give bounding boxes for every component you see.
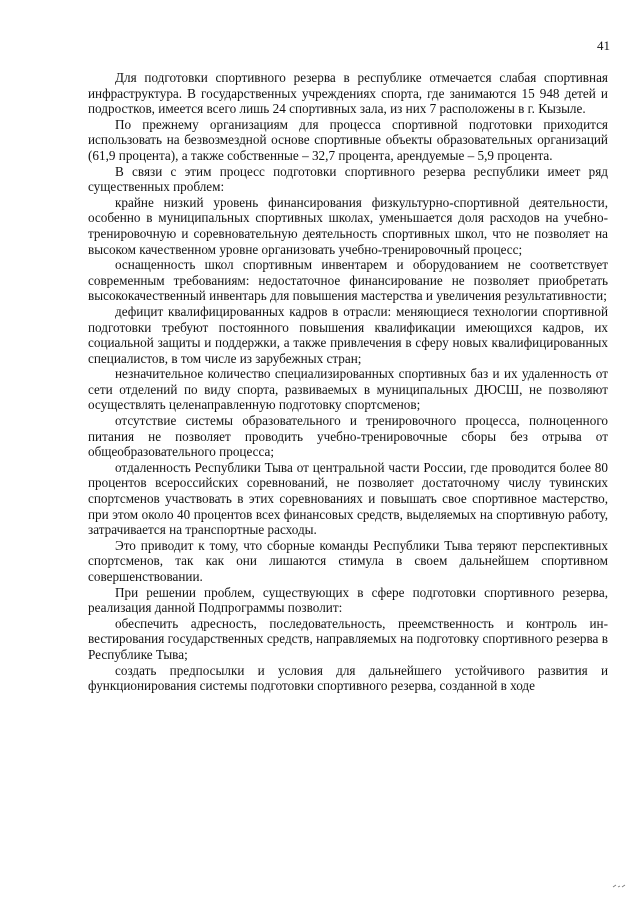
- list-item: оснащенность школ спортивным инвентарем и оборудованием не соответствует современным требованиям: недостаточное финансирование не позволяет приобретать высококачественный инвентарь для повышения мастерства и увеличения результативности;: [88, 257, 608, 304]
- list-item: отдаленность Республики Тыва от центральной части России, где проводится более 80 процентов всероссийских соревнований, не позволяет достаточному числу тувинских спортсменов участвовать в этих соревнованиях и повышать свое спортивное мастерство, при этом около 40 процентов всех финансовых средств, выделяемых на спортивную работу, затрачивается на транспортные расходы.: [88, 459, 608, 538]
- paragraph: Это приводит к тому, что сборные команды Республики Тыва теряют перспективных спортсменов, так как они лишаются стимула в своем дальнейшем спортивном совершенствовании.: [88, 537, 608, 584]
- paragraph: Для подготовки спортивного резерва в республике отмечается слабая спортивная инфраструктура. В государственных учреждениях спорта, где занимаются 15 948 детей и подростков, имеется всего лишь 24 спортивных зала, из них 7 расположены в г. Кызыле.: [88, 70, 608, 117]
- page-number: 41: [597, 38, 610, 53]
- paragraph: При решении проблем, существующих в сфере подготовки спортивного резерва, реализация данной Подпрограммы позволит:: [88, 584, 608, 616]
- list-item: крайне низкий уровень финансирования физкультурно-спортивной деятельности, особенно в муниципальных спортивных школах, уменьшается доля расходов на учебно-тренировочную и соревновательную деятельность спортивных школ, что не позволяет на высоком качественном уровне организовать учебно-тренировочный процесс;: [88, 194, 608, 257]
- list-item: создать предпосылки и условия для дальнейшего устойчивого развития и функционирования системы подготовки спортивного резерва, созданной в ходе: [88, 662, 608, 694]
- list-item: обеспечить адресность, последовательность, преемственность и контроль инвестирования государственных средств, направляемых на подготовку спортивного резерва в Республике Тыва;: [88, 615, 608, 662]
- paragraph: По прежнему организациям для процесса спортивной подготовки приходится использовать на безвозмездной основе спортивные объекты образовательных организаций (61,9 процента), а также собственные – 32,7 процента, арендуемые – 5,9 процента.: [88, 116, 608, 163]
- scan-mark-icon: [612, 883, 626, 889]
- list-item: дефицит квалифицированных кадров в отрасли: меняющиеся технологии спортивной подготовки требуют постоянного повышения квалификации имеющихся кадров, их социальной защиты и поддержки, а также привлечения в сферу новых квалифицированных специалистов, в том числе из зарубежных стран;: [88, 303, 608, 366]
- paragraph: В связи с этим процесс подготовки спортивного резерва республики имеет ряд существенных проблем:: [88, 163, 608, 195]
- list-item: отсутствие системы образовательного и тренировочного процесса, полноценного питания не позволяет проводить учебно-тренировочные сборы без отрыва от общеобразовательного процесса;: [88, 413, 608, 460]
- body-text: [88, 70, 608, 694]
- list-item: незначительное количество специализированных спортивных баз и их удаленность от сети отделений по виду спорта, развиваемых в муниципальных ДЮСШ, не позволяют осуществлять целенаправленную подготовку спортсменов;: [88, 366, 608, 413]
